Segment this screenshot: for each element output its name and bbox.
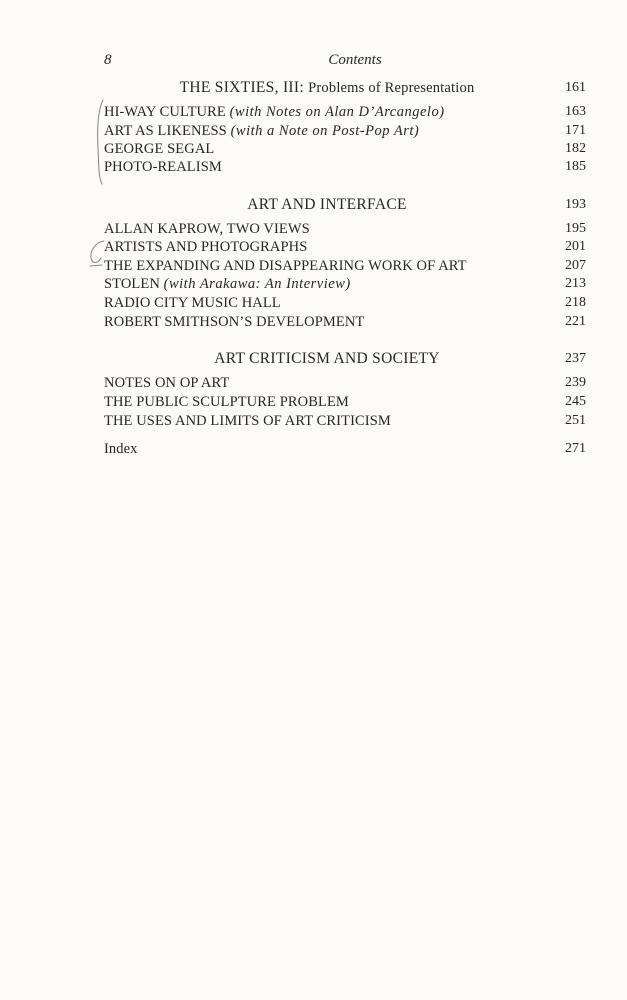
toc-entry	[104, 373, 586, 393]
entry-title: ART AS LIKENESS	[104, 123, 227, 139]
entry-title: HI-WAY CULTURE	[104, 104, 226, 120]
entry-page: 245	[565, 394, 586, 409]
entry-page: 221	[565, 314, 586, 329]
entry-title: RADIO CITY MUSIC HALL	[104, 295, 281, 311]
entry-title: THE PUBLIC SCULPTURE PROBLEM	[104, 394, 349, 410]
index-entry	[104, 439, 586, 459]
entry-page: 207	[565, 258, 586, 273]
toc-entry	[104, 102, 586, 122]
toc-entry	[104, 157, 586, 177]
entry-title: STOLEN	[104, 276, 160, 292]
entry-page: 251	[565, 413, 586, 428]
toc-entry	[104, 392, 586, 412]
toc-entry	[104, 121, 586, 141]
entry-page: 218	[565, 295, 586, 310]
toc-entry	[104, 274, 586, 294]
entry-page: 201	[565, 239, 586, 254]
section-heading	[104, 194, 586, 216]
entry-title: GEORGE SEGAL	[104, 141, 215, 157]
entry-note: (with Notes on Alan D’Arcangelo)	[229, 104, 445, 120]
entry-page: 185	[565, 159, 586, 174]
entry-page: 195	[565, 221, 586, 236]
entry-title: ROBERT SMITHSON’S DEVELOPMENT	[104, 314, 365, 330]
section-page: 237	[565, 351, 586, 366]
entry-title: PHOTO-REALISM	[104, 159, 222, 175]
entry-title: ALLAN KAPROW, TWO VIEWS	[104, 221, 310, 237]
toc-entry	[104, 139, 586, 159]
section-title: ART AND INTERFACE	[247, 196, 407, 213]
entry-title: ARTISTS AND PHOTOGRAPHS	[104, 239, 308, 255]
entry-page: 213	[565, 276, 586, 291]
section-title: THE SIXTIES, III:	[179, 79, 304, 96]
entry-note: (with Arakawa: An Interview)	[163, 276, 351, 292]
page-number: 8	[104, 52, 112, 68]
toc-entry	[104, 293, 586, 313]
section-heading	[104, 348, 586, 370]
toc-entry	[104, 312, 586, 332]
entry-title: THE EXPANDING AND DISAPPEARING WORK OF ART	[104, 258, 467, 274]
toc-entry	[104, 256, 586, 276]
entry-page: 239	[565, 375, 586, 390]
entry-title: NOTES ON OP ART	[104, 375, 230, 391]
toc-entry	[104, 237, 586, 257]
toc-entry	[104, 411, 586, 431]
section-subtitle: Problems of Representation	[308, 80, 475, 96]
section-page: 161	[565, 80, 586, 95]
section-title: ART CRITICISM AND SOCIETY	[214, 350, 440, 367]
entry-page: 171	[565, 123, 586, 138]
index-label: Index	[104, 441, 138, 457]
section-heading	[104, 77, 586, 99]
entry-page: 182	[565, 141, 586, 156]
section-page: 193	[565, 197, 586, 212]
toc-entry	[104, 219, 586, 239]
index-page: 271	[565, 441, 586, 456]
entry-note: (with a Note on Post-Pop Art)	[230, 123, 420, 139]
entry-page: 163	[565, 104, 586, 119]
page-header	[104, 52, 586, 72]
running-head: Contents	[328, 52, 382, 68]
entry-title: THE USES AND LIMITS OF ART CRITICISM	[104, 413, 391, 429]
